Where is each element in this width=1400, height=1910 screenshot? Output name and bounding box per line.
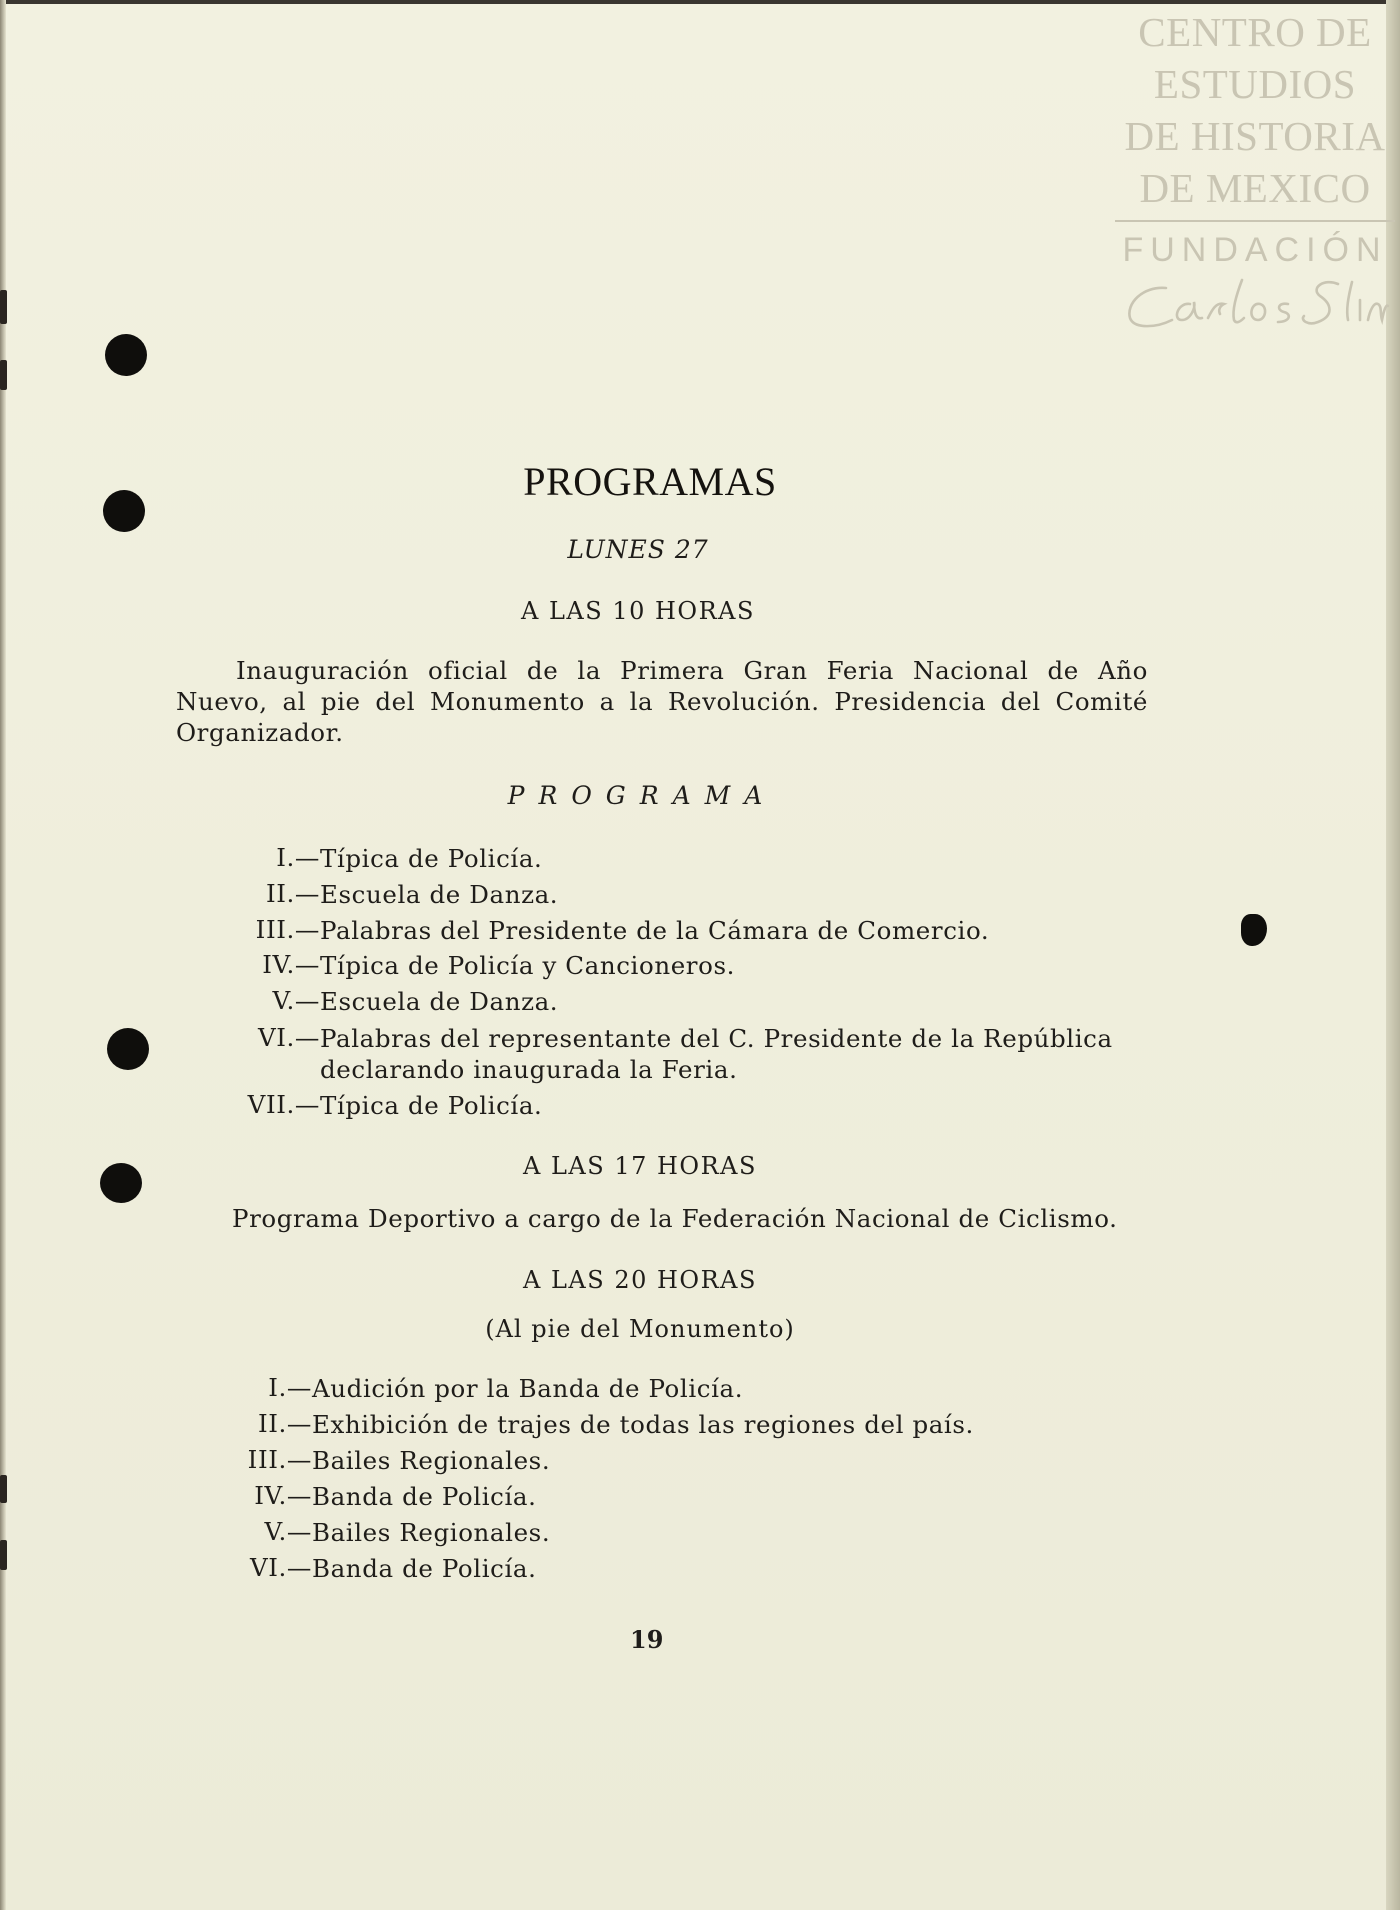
list-item [192, 1373, 1152, 1404]
item-text: Bailes Regionales. [312, 1446, 551, 1475]
item-text: Escuela de Danza. [320, 880, 559, 909]
item-number: IV.— [254, 1481, 312, 1510]
item-text: Típica de Policía. [320, 844, 543, 873]
list-item [192, 1445, 1152, 1476]
list-item [200, 915, 1160, 946]
list-item [200, 950, 1160, 981]
item-text: Exhibición de trajes de todas las regiones del país. [312, 1410, 974, 1439]
binding-mark [0, 290, 7, 324]
hour-heading: A LAS 17 HORAS [523, 1152, 757, 1180]
list-item [200, 986, 1160, 1017]
binding-mark [0, 1475, 7, 1503]
item-number: II.— [257, 1409, 312, 1438]
item-number: I.— [276, 843, 320, 872]
sports-program-text: Programa Deportivo a cargo de la Federación Nacional de Ciclismo. [232, 1204, 1118, 1233]
ink-blot [1241, 914, 1267, 946]
watermark-divider [1115, 220, 1395, 222]
location-subtitle: (Al pie del Monumento) [485, 1315, 795, 1343]
intro-paragraph: Inauguración oficial de la Primera Gran Feria Nacional de Año Nuevo, al pie del Monumento a la Revolución. Presidencia del Comité Organizador. [176, 656, 1148, 747]
day-heading: LUNES 27 [567, 535, 709, 564]
watermark-line: ESTUDIOS [1153, 61, 1357, 107]
item-text: Audición por la Banda de Policía. [312, 1374, 744, 1403]
binding-mark [0, 360, 7, 390]
hour-heading: A LAS 20 HORAS [523, 1266, 757, 1294]
program-heading: PROGRAMA [507, 781, 777, 810]
page-number: 19 [630, 1625, 664, 1654]
list-item [192, 1481, 1152, 1512]
item-number: VI.— [257, 1023, 320, 1052]
item-number: V.— [272, 986, 320, 1015]
item-number: III.— [255, 915, 320, 944]
item-number: III.— [247, 1445, 312, 1474]
list-item [200, 843, 1160, 874]
list-item [192, 1553, 1152, 1584]
watermark-line: DE HISTORIA [1124, 113, 1386, 159]
item-text: Banda de Policía. [312, 1482, 537, 1511]
item-text: Banda de Policía. [312, 1554, 537, 1583]
watermark-foundation: FUNDACIÓN [1122, 231, 1388, 269]
list-item [200, 1090, 1160, 1121]
list-item [192, 1517, 1152, 1548]
item-text: Palabras del representante del C. Presidente de la República declarando inaugurada la Feria. [320, 1024, 1113, 1084]
item-number: V.— [264, 1517, 312, 1546]
binding-mark [0, 1540, 7, 1570]
list-item [200, 1023, 1150, 1085]
item-text: Típica de Policía y Cancioneros. [320, 951, 736, 980]
item-number: VI.— [249, 1553, 312, 1582]
page-left-edge [0, 0, 6, 1910]
list-item [192, 1409, 1152, 1440]
punch-hole [107, 1028, 149, 1070]
item-number: IV.— [262, 950, 320, 979]
item-text: Palabras del Presidente de la Cámara de Comercio. [320, 916, 990, 945]
page-top-edge [0, 0, 1400, 4]
watermark-line: DE MEXICO [1139, 165, 1371, 211]
signature-logo [1115, 274, 1395, 341]
list-item [200, 879, 1160, 910]
punch-hole [105, 334, 147, 376]
watermark-line: CENTRO DE [1138, 9, 1372, 55]
item-text: Escuela de Danza. [320, 987, 559, 1016]
item-text: Típica de Policía. [320, 1091, 543, 1120]
item-number: I.— [268, 1373, 312, 1402]
item-number: II.— [265, 879, 320, 908]
watermark [1115, 6, 1395, 341]
item-number: VII.— [247, 1090, 320, 1119]
hour-heading: A LAS 10 HORAS [521, 597, 755, 625]
page-title: PROGRAMAS [523, 459, 777, 504]
item-text: Bailes Regionales. [312, 1518, 551, 1547]
